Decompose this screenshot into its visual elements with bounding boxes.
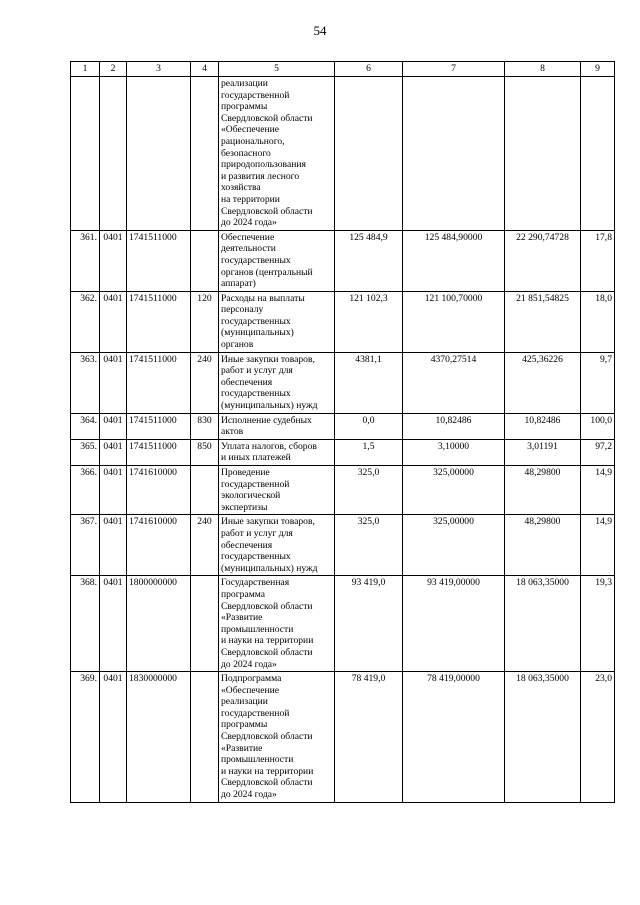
approved-amount-cell: [335, 77, 403, 231]
item-name-cell: Иные закупки товаров, работ и услуг для обеспечения государственных (муниципальных) нужд: [219, 515, 335, 576]
page-number: 54: [313, 23, 327, 38]
execution-percent-cell: 14,9: [581, 466, 615, 515]
item-name-cell: Иные закупки товаров, работ и услуг для обеспечения государственных (муниципальных) нужд: [219, 352, 335, 413]
expense-type-cell: [191, 576, 219, 672]
table-row: [71, 576, 615, 672]
header-cell: 4: [191, 62, 219, 77]
execution-percent-cell: 18,0: [581, 291, 615, 352]
execution-percent-cell: 14,9: [581, 515, 615, 576]
header-cell: 2: [100, 62, 127, 77]
row-number-cell: 366.: [71, 466, 100, 515]
executed-amount-cell: 22 290,74728: [505, 230, 581, 291]
table-row: [71, 230, 615, 291]
budget-amount-cell: 121 100,70000: [403, 291, 505, 352]
budget-amount-cell: 10,82486: [403, 413, 505, 439]
budget-amount-cell: 325,00000: [403, 515, 505, 576]
expense-type-cell: [191, 77, 219, 231]
item-name-cell: Проведение государственной экологической экспертизы: [219, 466, 335, 515]
header-cell: 7: [403, 62, 505, 77]
target-code-cell: 1741610000: [127, 515, 191, 576]
target-code-cell: 1741511000: [127, 413, 191, 439]
item-name-cell: Расходы на выплаты персоналу государственных (муниципальных) органов: [219, 291, 335, 352]
row-number-cell: 362.: [71, 291, 100, 352]
expense-type-cell: [191, 672, 219, 803]
header-cell: 8: [505, 62, 581, 77]
header-cell: 1: [71, 62, 100, 77]
row-number-cell: 361.: [71, 230, 100, 291]
table-row: [71, 466, 615, 515]
execution-percent-cell: 17,8: [581, 230, 615, 291]
header-row: [71, 62, 615, 77]
row-number-cell: 363.: [71, 352, 100, 413]
execution-percent-cell: [581, 77, 615, 231]
budget-amount-cell: 93 419,00000: [403, 576, 505, 672]
budget-table: [70, 61, 615, 803]
section-code-cell: 0401: [100, 515, 127, 576]
expense-type-cell: [191, 230, 219, 291]
budget-amount-cell: 4370,27514: [403, 352, 505, 413]
budget-amount-cell: 3,10000: [403, 439, 505, 465]
table-row: [71, 291, 615, 352]
table-row: [71, 413, 615, 439]
item-name-cell: реализации государственной программы Свердловской области «Обеспечение рационального, безопасного природопользования и развития лесного хозяйства на территории Свердловской области до 2024 года»: [219, 77, 335, 231]
budget-amount-cell: 78 419,00000: [403, 672, 505, 803]
executed-amount-cell: 425,36226: [505, 352, 581, 413]
section-code-cell: 0401: [100, 230, 127, 291]
target-code-cell: 1800000000: [127, 576, 191, 672]
row-number-cell: 368.: [71, 576, 100, 672]
section-code-cell: 0401: [100, 576, 127, 672]
budget-amount-cell: [403, 77, 505, 231]
executed-amount-cell: [505, 77, 581, 231]
expense-type-cell: 240: [191, 352, 219, 413]
expense-type-cell: 830: [191, 413, 219, 439]
execution-percent-cell: 100,0: [581, 413, 615, 439]
budget-amount-cell: 325,00000: [403, 466, 505, 515]
approved-amount-cell: 325,0: [335, 515, 403, 576]
execution-percent-cell: 97,2: [581, 439, 615, 465]
row-number-cell: 367.: [71, 515, 100, 576]
target-code-cell: 1830000000: [127, 672, 191, 803]
table-row: [71, 439, 615, 465]
section-code-cell: [100, 77, 127, 231]
header-cell: 9: [581, 62, 615, 77]
executed-amount-cell: 48,29800: [505, 466, 581, 515]
approved-amount-cell: 0,0: [335, 413, 403, 439]
approved-amount-cell: 125 484,9: [335, 230, 403, 291]
item-name-cell: Исполнение судебных актов: [219, 413, 335, 439]
header-cell: 6: [335, 62, 403, 77]
expense-type-cell: 850: [191, 439, 219, 465]
section-code-cell: 0401: [100, 466, 127, 515]
section-code-cell: 0401: [100, 672, 127, 803]
section-code-cell: 0401: [100, 439, 127, 465]
header-cell: 3: [127, 62, 191, 77]
approved-amount-cell: 93 419,0: [335, 576, 403, 672]
target-code-cell: 1741511000: [127, 230, 191, 291]
row-number-cell: 364.: [71, 413, 100, 439]
target-code-cell: 1741511000: [127, 352, 191, 413]
execution-percent-cell: 19,3: [581, 576, 615, 672]
table-row: [71, 515, 615, 576]
item-name-cell: Обеспечение деятельности государственных органов (центральный аппарат): [219, 230, 335, 291]
approved-amount-cell: 1,5: [335, 439, 403, 465]
header-cell: 5: [219, 62, 335, 77]
executed-amount-cell: 3,01191: [505, 439, 581, 465]
target-code-cell: [127, 77, 191, 231]
section-code-cell: 0401: [100, 352, 127, 413]
table-row: [71, 77, 615, 231]
expense-type-cell: [191, 466, 219, 515]
target-code-cell: 1741511000: [127, 439, 191, 465]
target-code-cell: 1741511000: [127, 291, 191, 352]
item-name-cell: Государственная программа Свердловской области «Развитие промышленности и науки на территории Свердловской области до 2024 года»: [219, 576, 335, 672]
budget-amount-cell: 125 484,90000: [403, 230, 505, 291]
table-row: [71, 352, 615, 413]
executed-amount-cell: 21 851,54825: [505, 291, 581, 352]
approved-amount-cell: 78 419,0: [335, 672, 403, 803]
executed-amount-cell: 18 063,35000: [505, 672, 581, 803]
execution-percent-cell: 23,0: [581, 672, 615, 803]
approved-amount-cell: 121 102,3: [335, 291, 403, 352]
executed-amount-cell: 48,29800: [505, 515, 581, 576]
section-code-cell: 0401: [100, 413, 127, 439]
expense-type-cell: 120: [191, 291, 219, 352]
approved-amount-cell: 4381,1: [335, 352, 403, 413]
expense-type-cell: 240: [191, 515, 219, 576]
item-name-cell: Подпрограмма «Обеспечение реализации государственной программы Свердловской области «Развитие промышленности и науки на территории Свердловской области до 2024 года»: [219, 672, 335, 803]
item-name-cell: Уплата налогов, сборов и иных платежей: [219, 439, 335, 465]
row-number-cell: 365.: [71, 439, 100, 465]
approved-amount-cell: 325,0: [335, 466, 403, 515]
executed-amount-cell: 10,82486: [505, 413, 581, 439]
row-number-cell: [71, 77, 100, 231]
row-number-cell: 369.: [71, 672, 100, 803]
section-code-cell: 0401: [100, 291, 127, 352]
target-code-cell: 1741610000: [127, 466, 191, 515]
execution-percent-cell: 9,7: [581, 352, 615, 413]
executed-amount-cell: 18 063,35000: [505, 576, 581, 672]
table-row: [71, 672, 615, 803]
